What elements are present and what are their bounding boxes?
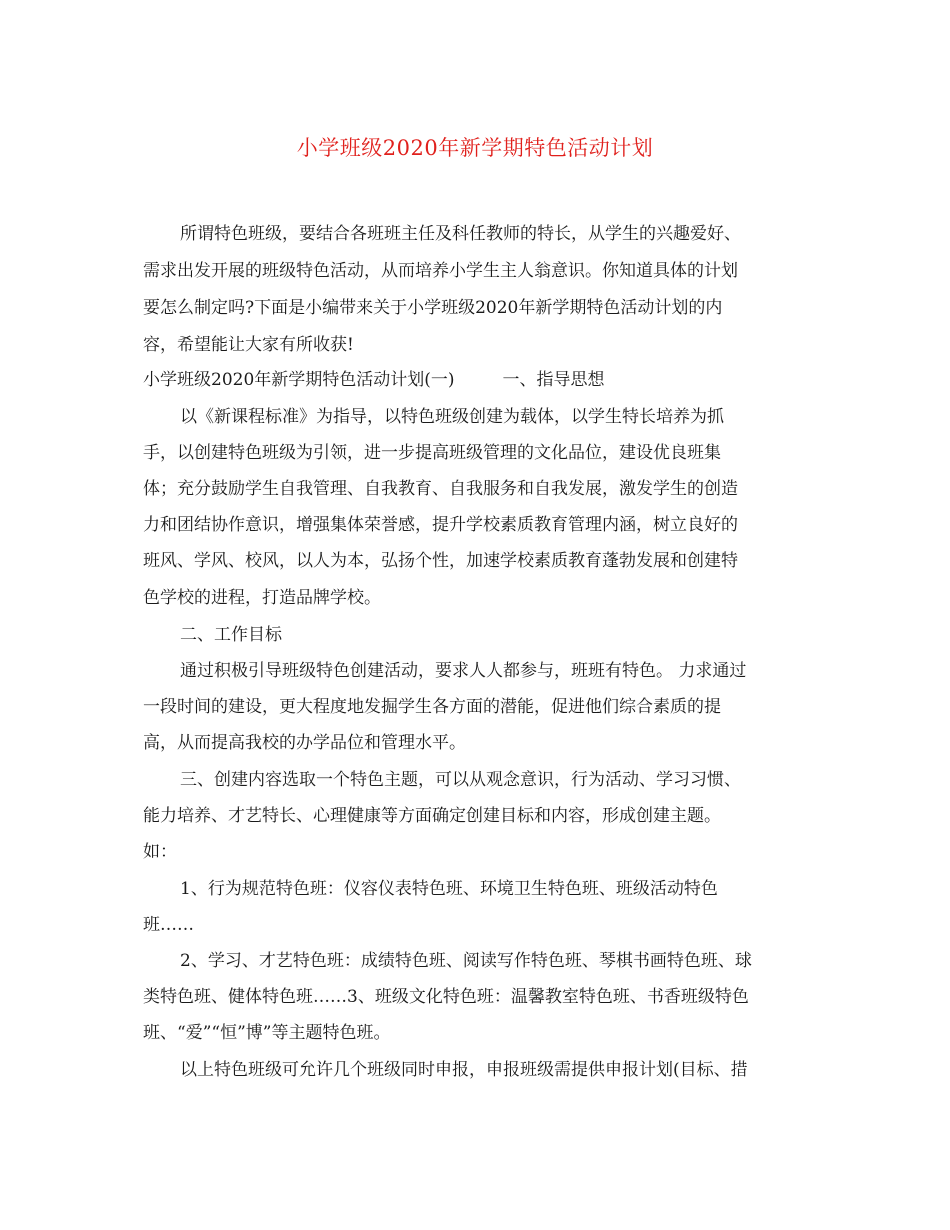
- list-item-line: 2、学习、才艺特色班：成绩特色班、阅读写作特色班、琴棋书画特色班、球: [180, 951, 752, 971]
- list-item-line: 班……: [143, 915, 194, 935]
- paragraph-line: 力和团结协作意识，增强集体荣誉感，提升学校素质教育管理内涵，树立良好的: [143, 515, 738, 535]
- paragraph-line: 要怎么制定吗?下面是小编带来关于小学班级2020年新学期特色活动计划的内: [143, 298, 723, 318]
- list-item-line: 类特色班、健体特色班……3、班级文化特色班：温馨教室特色班、书香班级特色: [143, 987, 749, 1007]
- paragraph-line: 通过积极引导班级特色创建活动，要求人人都参与，班班有特色。 力求通过: [180, 661, 747, 681]
- paragraph-line: 能力培养、才艺特长、心理健康等方面确定创建目标和内容，形成创建主题。: [143, 806, 721, 826]
- list-item-line: 班、“爱”“恒”博”等主题特色班。: [143, 1023, 391, 1043]
- paragraph-line: 以上特色班级可允许几个班级同时申报，申报班级需提供申报计划(目标、措: [180, 1060, 748, 1080]
- paragraph-line: 高，从而提高我校的办学品位和管理水平。: [143, 733, 466, 753]
- paragraph-line: 手，以创建特色班级为引领，进一步提高班级管理的文化品位，建设优良班集: [143, 443, 721, 463]
- paragraph-line: 需求出发开展的班级特色活动，从而培养小学生主人翁意识。你知道具体的计划: [143, 261, 738, 281]
- heading-work-goals: 二、工作目标: [180, 625, 282, 645]
- document-title: 小学班级2020年新学期特色活动计划: [296, 136, 654, 160]
- paragraph-line: 三、创建内容选取一个特色主题，可以从观念意识，行为活动、学习习惯、: [180, 770, 741, 790]
- paragraph-line: 体；充分鼓励学生自我管理、自我教育、自我服务和自我发展，激发学生的创造: [143, 479, 738, 499]
- section-heading-line: [143, 368, 605, 392]
- paragraph-line: 以《新课程标准》为指导，以特色班级创建为载体，以学生特长培养为抓: [180, 407, 724, 427]
- paragraph-line: 如：: [143, 842, 177, 862]
- paragraph-line: 色学校的进程，打造品牌学校。: [143, 588, 381, 608]
- plan-subtitle: 小学班级2020年新学期特色活动计划(一): [143, 370, 455, 390]
- list-item-line: 1、行为规范特色班：仪容仪表特色班、环境卫生特色班、班级活动特色: [180, 879, 718, 899]
- paragraph-line: 容，希望能让大家有所收获!: [143, 335, 354, 355]
- paragraph-line: 班风、学风、校风，以人为本，弘扬个性，加速学校素质教育蓬勃发展和创建特: [143, 551, 738, 571]
- paragraph-line: 一段时间的建设，更大程度地发掘学生各方面的潜能，促进他们综合素质的提: [143, 697, 721, 717]
- heading-guiding-ideology: 一、指导思想: [502, 370, 605, 390]
- paragraph-line: 所谓特色班级，要结合各班班主任及科任教师的特长，从学生的兴趣爱好、: [180, 224, 741, 244]
